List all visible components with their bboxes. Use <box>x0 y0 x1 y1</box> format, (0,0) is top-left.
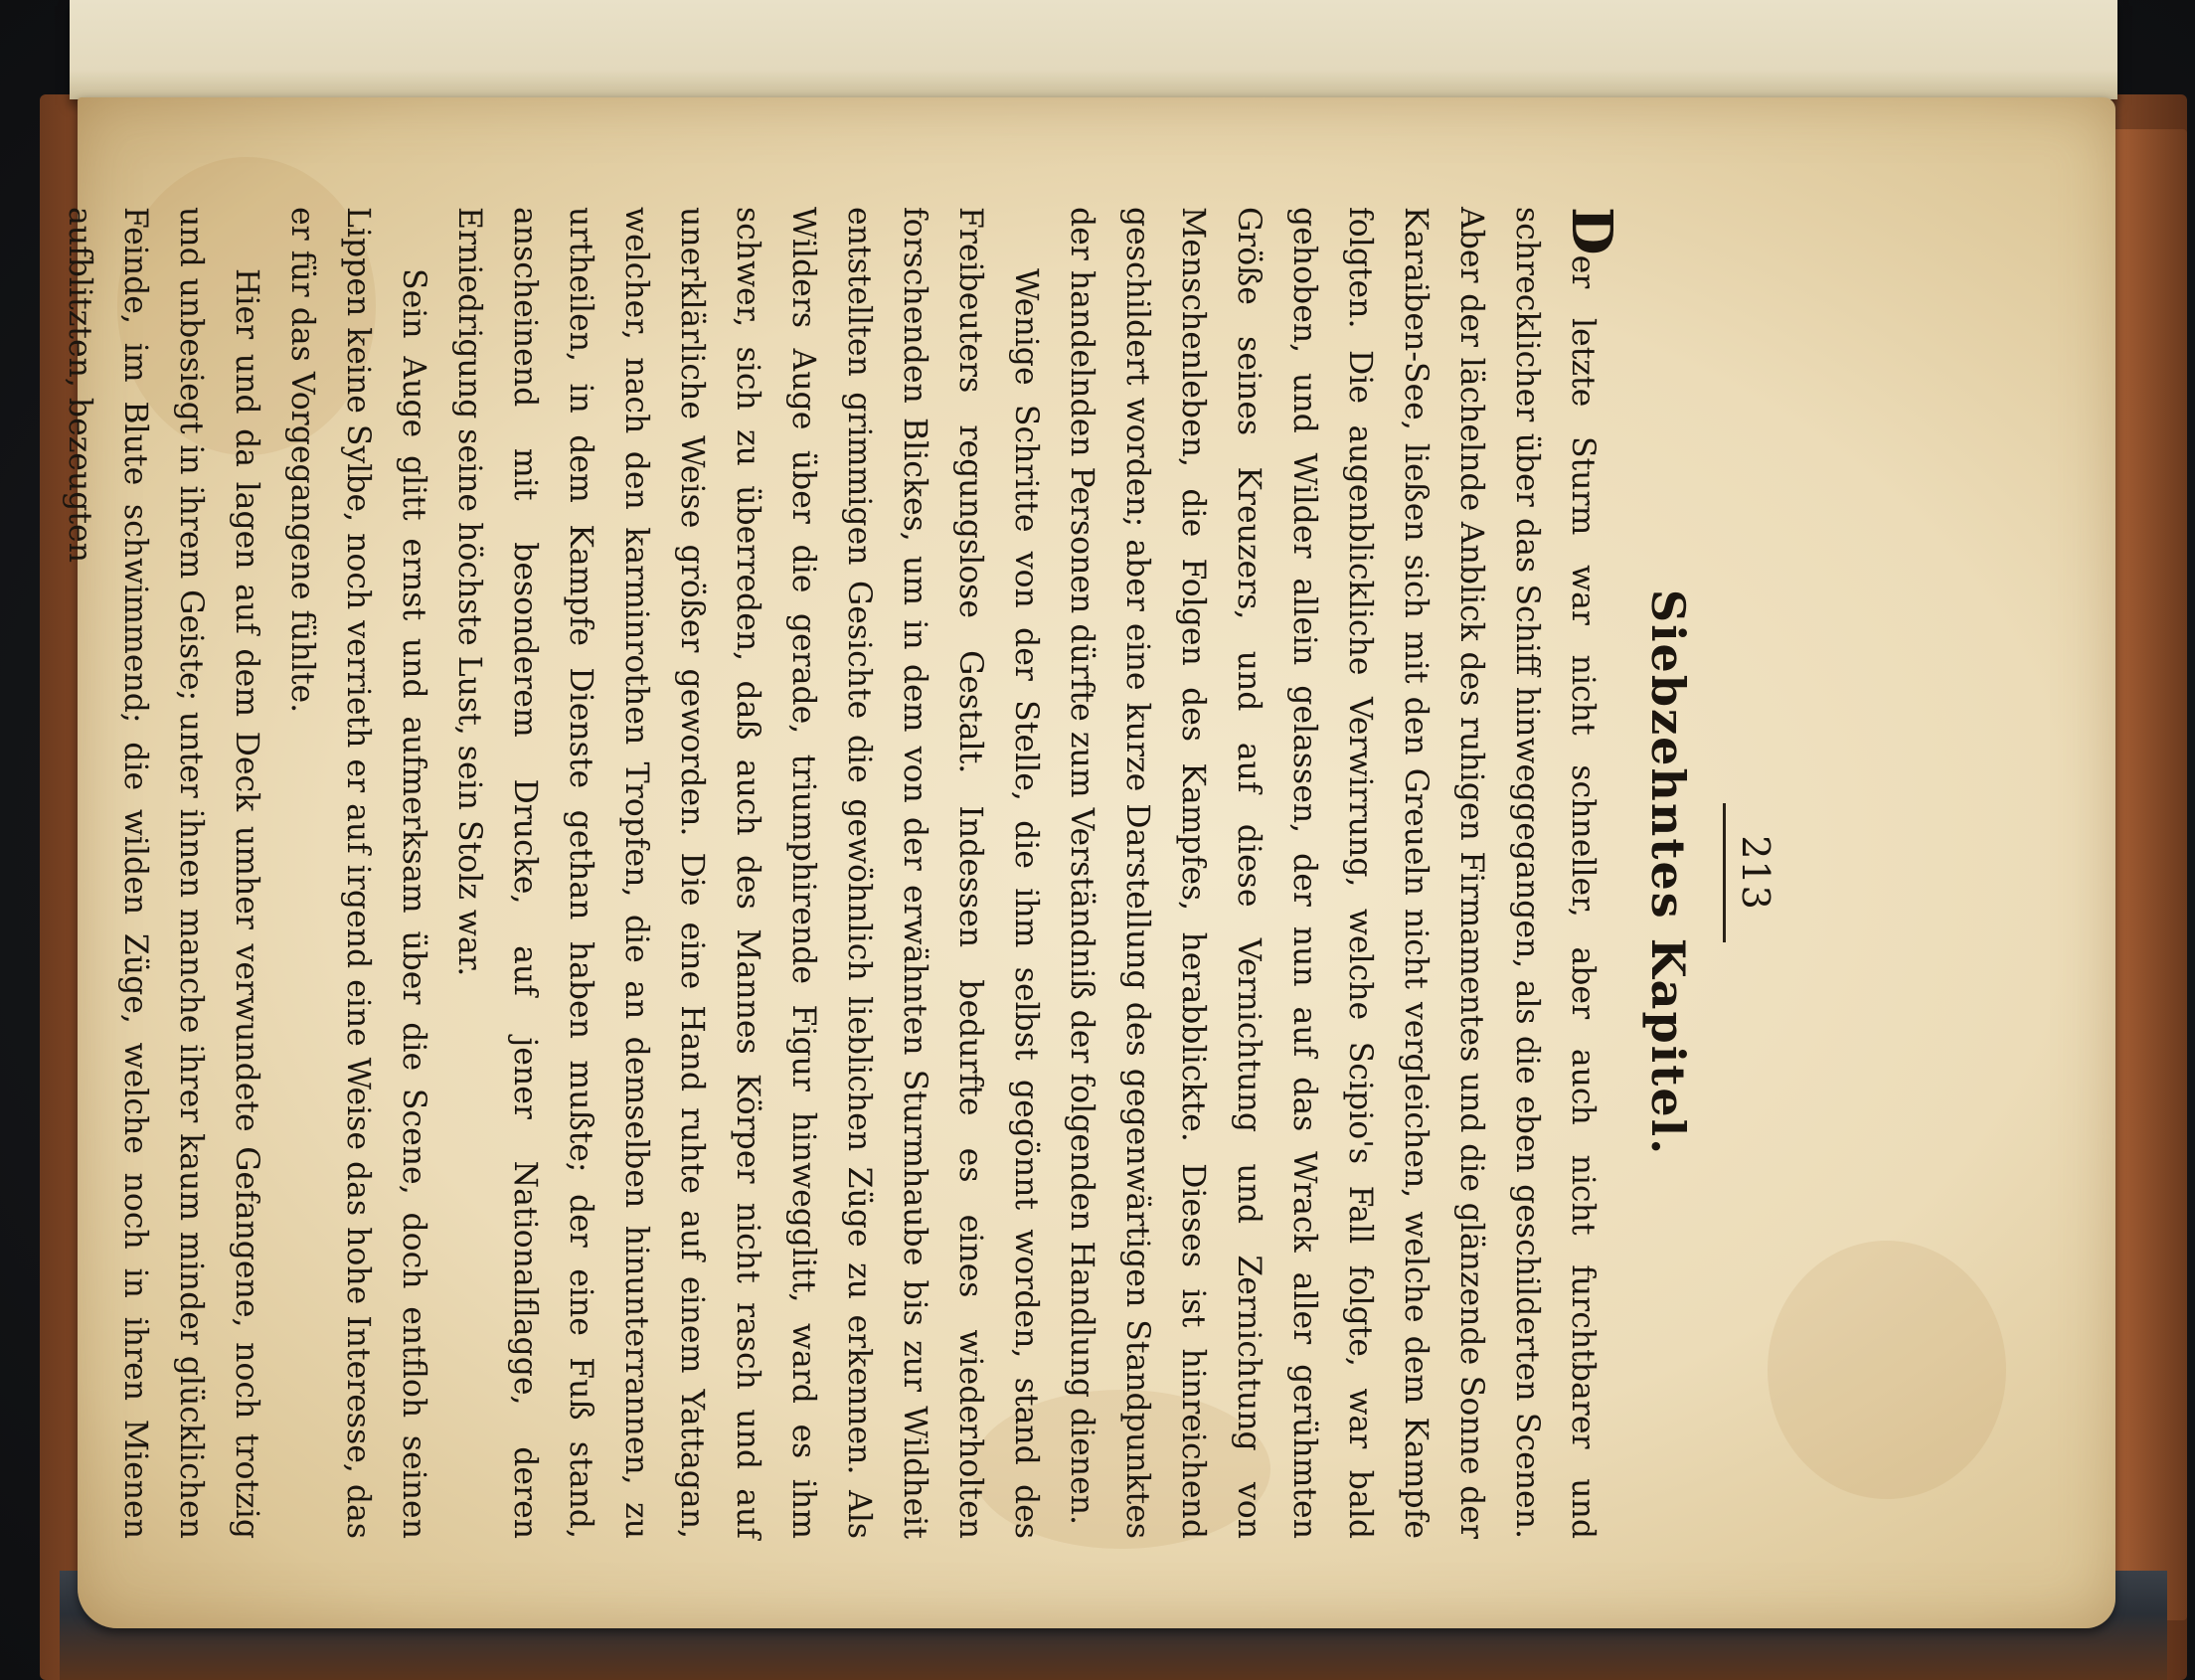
page-number: 213 <box>1734 835 1777 911</box>
paragraph-4: Hier und da lagen auf dem Deck umher verwundete Gefangene, noch trotzig und unbesiegt in ihrem Geiste; unter ihnen manche ihrer kaum minder glücklichen Feinde, im Blute schwimmend; die wilden Züge, welche noch in ihren Mienen aufblitzten, bezeugten <box>62 207 264 1539</box>
header-rule <box>1723 803 1726 942</box>
drop-initial: D <box>1559 207 1624 255</box>
book-page <box>62 97 2115 1628</box>
facing-page-edge <box>70 0 2117 99</box>
paper-stain <box>1768 1241 2006 1499</box>
rotated-text-block <box>62 207 1777 1539</box>
paragraph-2: Wenige Schritte von der Stelle, die ihm selbst gegönnt worden, stand des Freibeuters regungslose Gestalt. Indessen bedurfte es eines wiederholten forschenden Blickes, um in dem von der erwähnten Sturmhaube bis zur Wildheit entstellten grimmigen Gesichte die gewöhnlich lieblichen Züge zu erkennen. Als Wilders Auge über die gerade, triumphirende Figur hinwegglitt, ward es ihm schwer, sich zu überreden, daß auch des Mannes Körper nicht rasch und auf unerklärliche Weise größer geworden. Die eine Hand ruhte auf einem Yattagan, welcher, nach den karminrothen Tropfen, die an demselben hinunterrannen, zu urtheilen, in dem Kampfe Dienste gethan haben mußte; der eine Fuß stand, anscheinend mit besonderem Drucke, auf jener Nationalflagge, deren Erniedrigung seine höchste Lust, sein Stolz war. <box>451 207 1044 1539</box>
paragraph-1 <box>1054 207 1624 1539</box>
paragraph-3: Sein Auge glitt ernst und aufmerksam über die Scene, doch entfloh seinen Lippen keine Sylbe, noch verrieth er auf irgend eine Weise das hohe Interesse, das er für das Vorgegangene fühlte. <box>284 207 431 1539</box>
paragraph-1-text: er letzte Sturm war nicht schneller, aber auch nicht furchtbarer und schrecklicher über das Schiff hinweggegangen, als die eben geschilderten Scenen. Aber der lächelnde Anblick des ruhigen Firmamentes und die glänzende Sonne der Karaiben-See, ließen sich mit den Greueln nicht vergleichen, welche dem Kampfe folgten. Die augenblickliche Verwirrung, welche Scipio's Fall folgte, war bald gehoben, und Wilder allein gelassen, der nun auf das Wrack aller gerühmten Größe seines Kreuzers, und auf diese Vernichtung und Zernichtung von Menschenleben, die Folgen des Kampfes, herabblickte. Dieses ist hinreichend geschildert worden; aber eine kurze Darstellung des gegenwärtigen Standpunktes der handelnden Personen dürfte zum Verständniß der folgenden Handlung dienen. <box>1064 207 1601 1539</box>
chapter-title: Siebzehntes Kapitel. <box>1641 588 1695 1157</box>
